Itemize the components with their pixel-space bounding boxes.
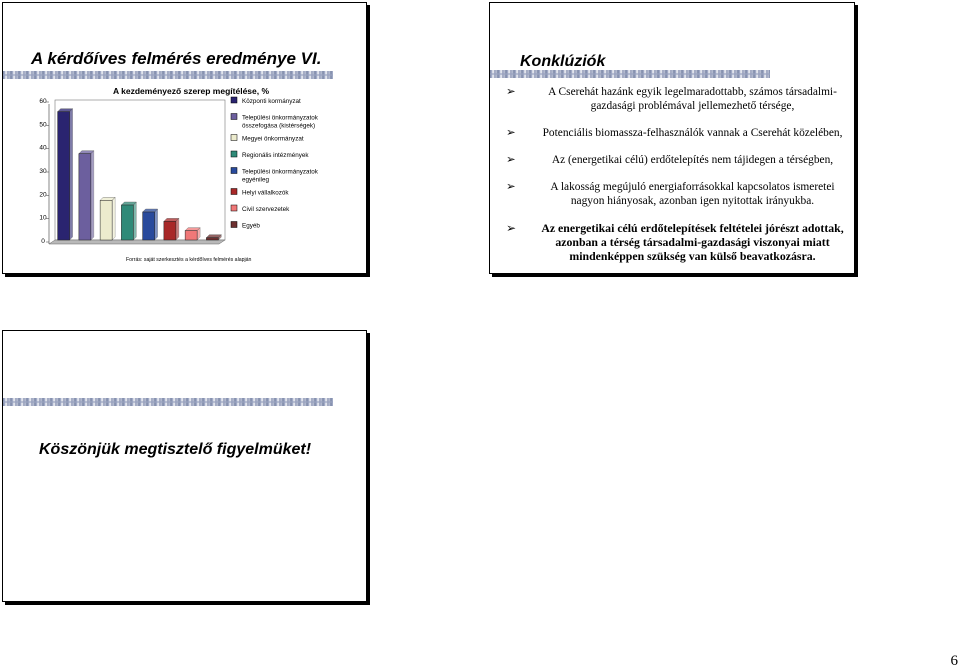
bar-side [70, 109, 73, 240]
y-tick-label: 50 [39, 121, 47, 129]
bullet-text: Potenciális biomassza-felhasználók vannak a Cserehát közelében, [542, 127, 843, 139]
legend-label: Települési önkormányzatok [242, 168, 318, 176]
legend-label: Civil szervezetek [242, 206, 290, 213]
bar-side [176, 218, 179, 240]
bar-chart [3, 3, 366, 273]
bar [185, 231, 197, 240]
list-item [506, 153, 851, 167]
legend-label: Települési önkormányzatok [242, 114, 318, 122]
slide-thanks [2, 330, 367, 602]
chart-title: A kezdeményező szerep megítélése, % [112, 86, 270, 96]
y-tick-label: 0 [41, 238, 45, 245]
bar-side [112, 197, 115, 240]
arrow-bullet-icon: ➢ [506, 221, 516, 235]
bar [79, 154, 91, 240]
plot-floor [49, 240, 225, 244]
legend-swatch [231, 222, 237, 228]
y-tick-label: 20 [39, 191, 47, 199]
legend-swatch [231, 189, 237, 195]
bar-side [155, 209, 158, 240]
y-tick-label: 10 [39, 214, 47, 222]
bullet-text: Az energetikai célú erdőtelepítések feltételei jórészt adottak, azonban a térség társadalmi-gazdasági viszonyai miatt mindenképpen szükség van külső beavatkozásra. [541, 221, 844, 263]
bar [206, 238, 218, 240]
bar [58, 112, 70, 240]
decorative-divider [3, 398, 333, 406]
legend-label: Regionális intézmények [242, 152, 309, 159]
decorative-divider [490, 70, 770, 78]
bar [164, 221, 176, 240]
legend-swatch [231, 168, 237, 174]
bullet-text: Az (energetikai célú) erdőtelepítés nem tájidegen a térségben, [551, 154, 834, 166]
list-item [506, 221, 851, 263]
legend-label: összefogása (kistérségek) [242, 122, 316, 130]
y-tick-label: 30 [39, 168, 47, 175]
y-tick-label: 60 [39, 98, 47, 105]
y-tick-label: 40 [39, 144, 47, 152]
list-item [506, 126, 851, 140]
arrow-bullet-icon: ➢ [506, 181, 516, 193]
legend-swatch [231, 151, 237, 157]
bar-side [91, 151, 94, 240]
legend-label: Egyéb [242, 222, 260, 230]
bar [143, 212, 155, 240]
legend-swatch [231, 205, 237, 211]
legend-swatch [231, 97, 237, 103]
bar-side [133, 202, 136, 240]
legend-swatch [231, 135, 237, 141]
slide-chart [2, 2, 367, 274]
list-item [506, 85, 851, 113]
bar [121, 205, 133, 240]
arrow-bullet-icon: ➢ [506, 127, 516, 139]
arrow-bullet-icon: ➢ [506, 86, 516, 98]
slide-title: Konklúziók [520, 53, 606, 70]
bar [100, 200, 112, 240]
list-item [506, 180, 851, 208]
arrow-bullet-icon: ➢ [506, 154, 516, 166]
slide-conclusions [489, 2, 855, 274]
legend-label: Központi kormányzat [242, 98, 301, 105]
slide-title: Köszönjük megtisztelő figyelmüket! [39, 441, 312, 458]
bullet-text: A Cserehát hazánk egyik legelmaradottabb, számos társadalmi-gazdasági problémával jellemezhető térsége, [548, 86, 837, 112]
legend-label: egyénileg [242, 176, 269, 184]
chart-source-note: Forrás: saját szerkesztés a kérdőíves felmérés alapján [126, 257, 252, 263]
slide-title: A kérdőíves felmérés eredménye VI. [31, 49, 322, 68]
conclusion-list [506, 85, 851, 276]
legend-label: Helyi vállalkozók [242, 189, 289, 197]
bullet-text: A lakosság megújuló energiaforrásokkal kapcsolatos ismeretei nagyon hiányosak, azonban igen nyitottak irányukba. [550, 181, 835, 207]
legend-label: Megyei önkormányzat [242, 135, 304, 143]
page-number: 6 [950, 653, 958, 669]
legend-swatch [231, 114, 237, 120]
